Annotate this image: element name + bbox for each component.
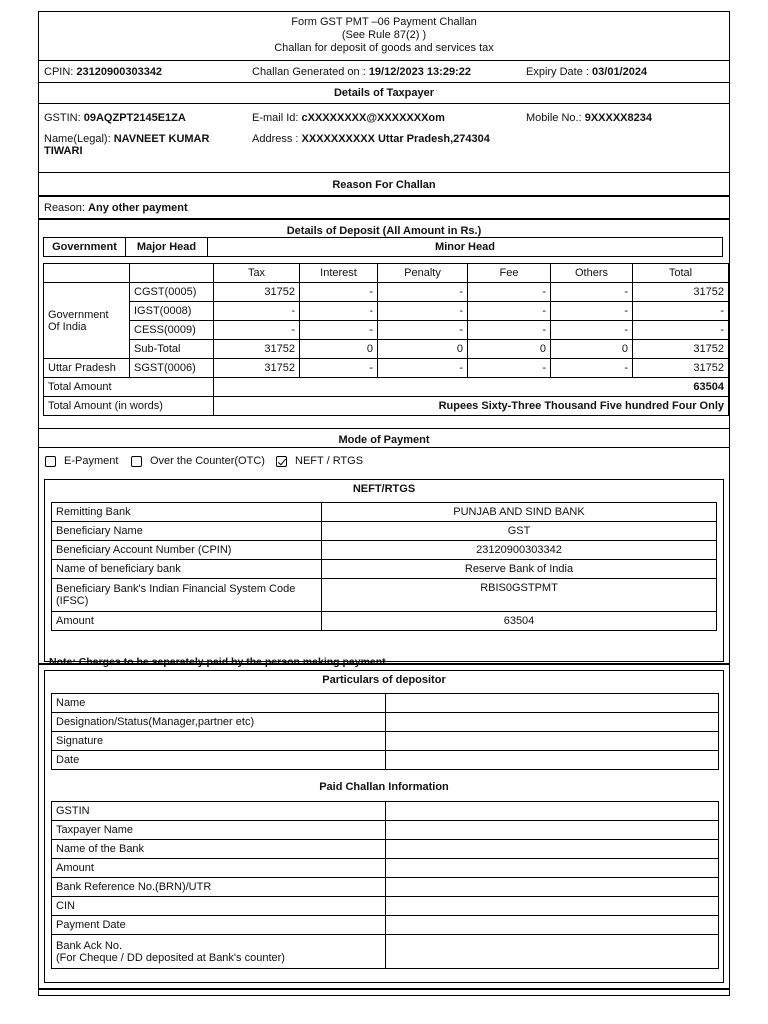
- table-row: Name of the Bank: [52, 840, 719, 859]
- col-others: Others: [551, 264, 633, 283]
- legal-name: Name(Legal): NAVNEET KUMAR TIWARI: [44, 133, 210, 157]
- col-interest: Interest: [300, 264, 378, 283]
- total-row: [44, 378, 729, 397]
- divider: [39, 663, 729, 665]
- depositor-name-field[interactable]: [386, 694, 719, 713]
- table-row: [52, 935, 719, 969]
- head-table: [43, 237, 723, 257]
- address: Address : XXXXXXXXXX Uttar Pradesh,274304: [252, 133, 490, 145]
- table-row: CIN: [52, 897, 719, 916]
- table-row: Name of beneficiary bank Reserve Bank of India: [52, 560, 717, 579]
- deposit-table: [43, 263, 729, 416]
- reason-row: [39, 197, 729, 220]
- mobile: Mobile No.: 9XXXXX8234: [526, 112, 652, 124]
- depositor-block: [44, 670, 724, 983]
- cpin: CPIN: 23120900303342: [44, 66, 163, 78]
- table-row: GSTIN: [52, 802, 719, 821]
- col-fee: Fee: [468, 264, 551, 283]
- table-row: Signature: [52, 732, 719, 751]
- table-row: Date: [52, 751, 719, 770]
- table-row: Sub-Total 31752 0 0 0 0 31752: [44, 340, 729, 359]
- payment-mode-title: Mode of Payment: [39, 428, 729, 448]
- table-row: Beneficiary Account Number (CPIN) 23120900303342: [52, 541, 717, 560]
- form-header: [39, 12, 729, 61]
- email: E-mail Id: cXXXXXXXX@XXXXXXXom: [252, 112, 445, 124]
- expiry-date: Expiry Date : 03/01/2024: [526, 66, 648, 78]
- table-row: Taxpayer Name: [52, 821, 719, 840]
- generated-on: Challan Generated on : 19/12/2023 13:29:22: [252, 66, 471, 78]
- taxpayer-details: [39, 104, 729, 173]
- col-tax: Tax: [214, 264, 300, 283]
- table-row: Government Of India CGST(0005) 31752 - - - - 31752: [44, 283, 729, 302]
- head-major: Major Head: [126, 238, 208, 257]
- option-e-payment[interactable]: E-Payment: [45, 455, 118, 467]
- meta-row: [39, 61, 729, 83]
- head-government: Government: [44, 238, 126, 257]
- gov-india-label: Government Of India: [44, 283, 130, 359]
- depositor-signature-field[interactable]: [386, 732, 719, 751]
- table-row: Uttar Pradesh SGST(0006) 31752 - - - - 31752: [44, 359, 729, 378]
- paid-table: [51, 801, 719, 969]
- option-otc[interactable]: Over the Counter(OTC): [131, 455, 265, 467]
- payment-mode-row: [39, 448, 729, 474]
- paid-title: Paid Challan Information: [319, 781, 449, 793]
- table-row: Remitting Bank PUNJAB AND SIND BANK: [52, 503, 717, 522]
- depositor-table: [51, 693, 719, 770]
- checkbox-icon[interactable]: [45, 456, 56, 467]
- challan-form: [38, 11, 730, 996]
- table-row: Name: [52, 694, 719, 713]
- table-row: IGST(0008) - - - - - -: [44, 302, 729, 321]
- neft-title: NEFT/RTGS: [352, 483, 416, 495]
- bottom-divider: [39, 988, 729, 990]
- depositor-date-field[interactable]: [386, 751, 719, 770]
- depositor-title: Particulars of depositor: [322, 674, 446, 686]
- option-neft-rtgs[interactable]: NEFT / RTGS: [276, 455, 363, 467]
- reason-title: Reason For Challan: [39, 173, 729, 197]
- table-row: Amount 63504: [52, 612, 717, 631]
- col-penalty: Penalty: [378, 264, 468, 283]
- deposit-title: Details of Deposit (All Amount in Rs.): [286, 225, 482, 237]
- checkbox-checked-icon[interactable]: [276, 456, 287, 467]
- table-row: Amount: [52, 859, 719, 878]
- table-row: Designation/Status(Manager,partner etc): [52, 713, 719, 732]
- col-total: Total: [633, 264, 729, 283]
- table-row: Beneficiary Bank's Indian Financial System Code (IFSC) RBIS0GSTPMT: [52, 579, 717, 612]
- form-subtitle: Challan for deposit of goods and services tax: [274, 42, 494, 54]
- reason: Reason: Any other payment: [44, 202, 188, 214]
- total-label: Total Amount: [44, 378, 214, 397]
- table-row: Payment Date: [52, 916, 719, 935]
- checkbox-icon[interactable]: [131, 456, 142, 467]
- form-rule: (See Rule 87(2) ): [341, 29, 427, 41]
- neft-block: [44, 479, 724, 668]
- taxpayer-title: Details of Taxpayer: [39, 83, 729, 104]
- table-row: Bank Reference No.(BRN)/UTR: [52, 878, 719, 897]
- neft-table: [51, 502, 717, 631]
- table-row: CESS(0009) - - - - - -: [44, 321, 729, 340]
- words-value: Rupees Sixty-Three Thousand Five hundred Four Only: [214, 397, 729, 416]
- table-row: Beneficiary Name GST: [52, 522, 717, 541]
- total-value: 63504: [214, 378, 729, 397]
- bank-ack-label: Bank Ack No. (For Cheque / DD deposited at Bank's counter): [52, 935, 386, 969]
- charges-note: Note: Charges to be separately paid by the person making payment.: [49, 656, 389, 668]
- words-row: [44, 397, 729, 416]
- head-minor: Minor Head: [208, 238, 723, 257]
- gstin: GSTIN: 09AQZPT2145E1ZA: [44, 112, 186, 124]
- form-title: Form GST PMT –06 Payment Challan: [291, 16, 477, 28]
- depositor-designation-field[interactable]: [386, 713, 719, 732]
- state-label: Uttar Pradesh: [44, 359, 130, 378]
- words-label: Total Amount (in words): [44, 397, 214, 416]
